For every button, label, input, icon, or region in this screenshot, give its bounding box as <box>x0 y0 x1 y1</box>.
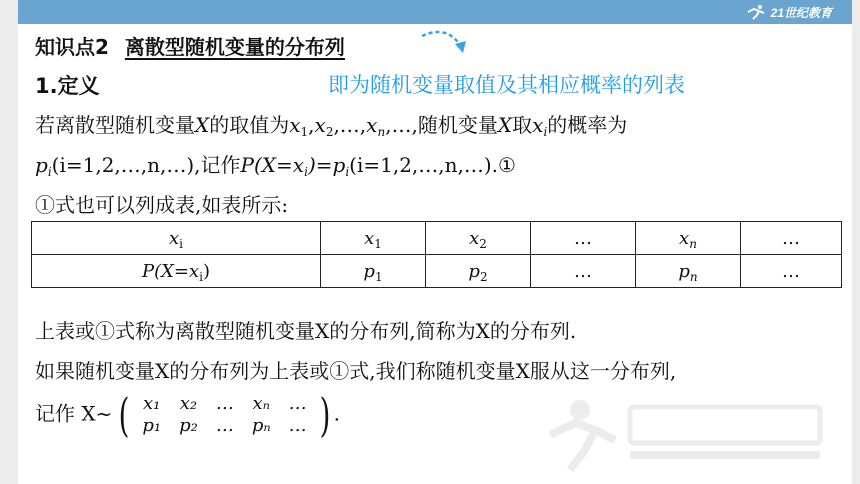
matrix-row <box>133 415 315 437</box>
table-cell: $P(X=x_i)$ <box>32 255 321 288</box>
table-cell: $p_n$ <box>636 255 741 288</box>
distribution-table <box>31 221 842 288</box>
table-row <box>32 222 842 255</box>
table-row <box>32 255 842 288</box>
table-cell: … <box>741 255 842 288</box>
subscript: i <box>304 165 308 179</box>
left-paren: ( <box>118 388 130 442</box>
subscript: n <box>377 125 386 139</box>
right-paren: ) <box>319 388 331 442</box>
table-cell: … <box>741 222 842 255</box>
variable: x <box>532 113 544 137</box>
matrix-cell: … <box>288 415 307 436</box>
text: ,…, <box>333 113 367 137</box>
logo-text: 21世纪教育 <box>770 5 832 20</box>
text: (i=1,2,…,n,…).① <box>349 153 516 177</box>
definition-label: 定义 <box>57 74 100 98</box>
matrix-cell: x₁ <box>143 393 161 414</box>
formula: P(X=x <box>240 153 305 177</box>
definition-heading: 1.定义 <box>35 74 100 98</box>
distribution-matrix <box>115 388 333 442</box>
variable: X <box>497 113 513 137</box>
matrix-cell: p₁ <box>142 415 162 436</box>
right-frame <box>852 0 860 484</box>
subscript: 2 <box>325 125 334 139</box>
body-line-3: ①式也可以列成表,如表所示: <box>35 193 289 217</box>
body-line-5: 如果随机变量X的分布列为上表或①式,我们称随机变量X服从这一分布列, <box>35 359 677 383</box>
table-cell: $p_2$ <box>426 255 531 288</box>
text: ,…,随机变量 <box>385 113 498 137</box>
text: (i=1,2,…,n,…),记作 <box>51 153 241 177</box>
text: 取 <box>512 113 533 137</box>
subscript: i <box>543 125 548 139</box>
top-banner <box>18 0 852 24</box>
subscript: i <box>345 165 350 179</box>
variable: x <box>289 113 301 137</box>
table-cell: $x_1$ <box>321 222 426 255</box>
matrix-row <box>133 393 315 415</box>
subscript: i <box>47 165 52 179</box>
section-heading <box>35 31 345 60</box>
matrix-cell: pₙ <box>251 415 271 436</box>
brand-logo <box>745 3 832 21</box>
table-cell: $p_1$ <box>321 255 426 288</box>
matrix-cell: xₙ <box>252 393 270 414</box>
body-line-2 <box>35 149 516 178</box>
definition-annotation: 即为随机变量取值及其相应概率的列表 <box>328 73 685 97</box>
body-line-1 <box>35 109 627 138</box>
variable: x <box>366 113 378 137</box>
body-line-6 <box>35 388 340 442</box>
watermark-logo-icon <box>540 385 830 475</box>
runner-logo-icon <box>745 4 767 20</box>
text: . <box>333 401 340 426</box>
text: , <box>308 113 315 137</box>
definition-number: 1 <box>35 74 50 98</box>
table-cell: $x_n$ <box>636 222 741 255</box>
matrix-cell: … <box>288 393 307 414</box>
matrix-cell: … <box>215 415 234 436</box>
subscript: 1 <box>300 125 309 139</box>
text: 的取值为 <box>209 113 290 137</box>
curved-arrow-icon <box>418 26 478 66</box>
body-line-4: 上表或①式称为离散型随机变量X的分布列,简称为X的分布列. <box>35 319 577 343</box>
table-cell: … <box>531 255 636 288</box>
matrix-cell: … <box>215 393 234 414</box>
section-title: 离散型随机变量的分布列 <box>124 35 345 59</box>
matrix-cell: x₂ <box>179 393 198 414</box>
text: 的概率为 <box>547 113 628 137</box>
section-label: 知识点2 <box>35 35 109 59</box>
text: 若离散型随机变量 <box>35 113 195 137</box>
variable: x <box>314 113 326 137</box>
table-cell: $x_2$ <box>426 222 531 255</box>
table-cell: … <box>531 222 636 255</box>
variable: X <box>195 113 210 137</box>
left-frame <box>0 0 18 484</box>
variable: p <box>35 153 48 177</box>
table-cell: $x_i$ <box>32 222 321 255</box>
formula: )=p <box>307 153 346 177</box>
matrix-cell: p₂ <box>179 415 198 436</box>
text: 记作 X~ <box>35 401 113 426</box>
